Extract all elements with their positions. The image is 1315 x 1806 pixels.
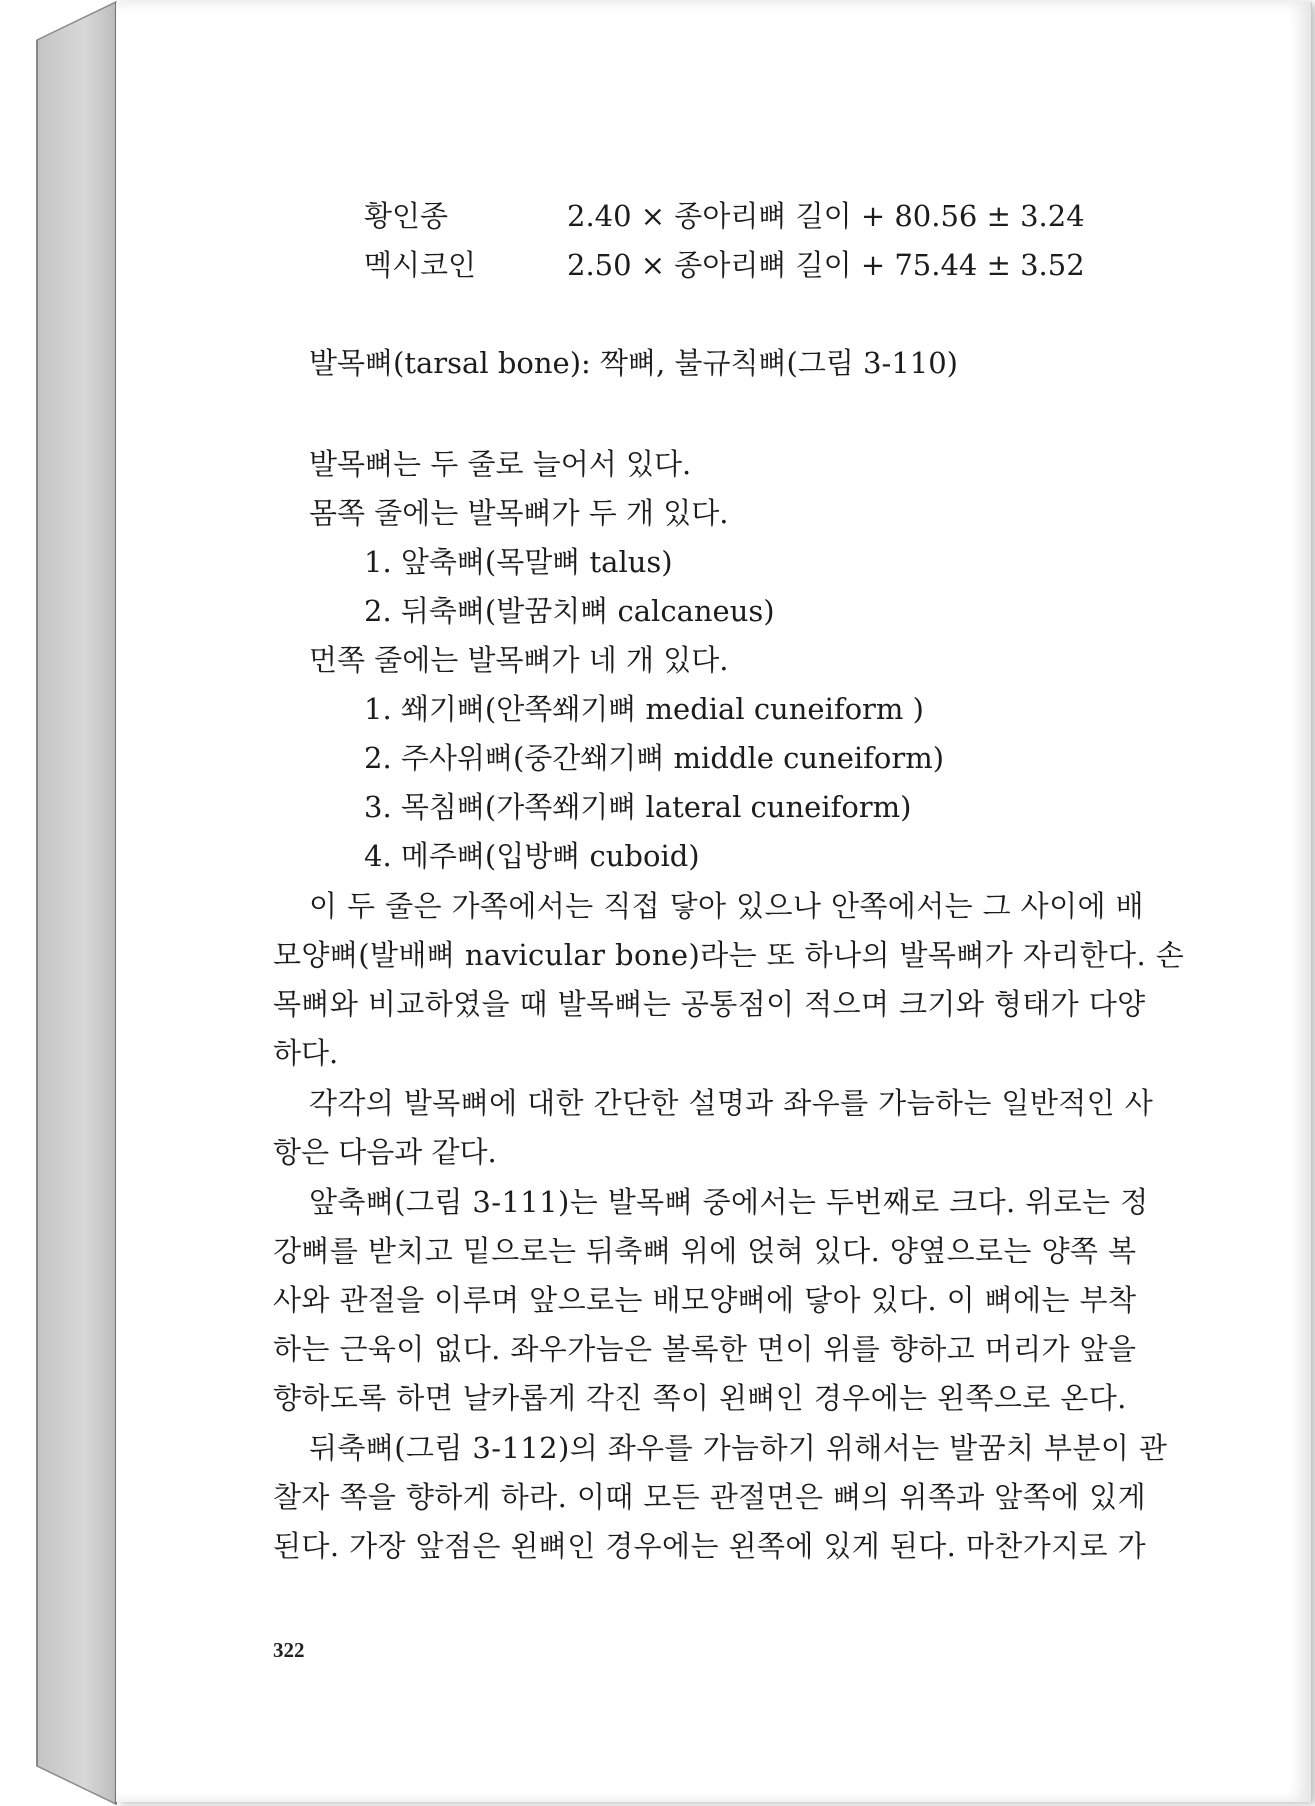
paragraph-line: 된다. 가장 앞점은 왼뼈인 경우에는 왼쪽에 있게 된다. 마찬가지로 가 [273, 1529, 1146, 1563]
list-item: 1. 앞축뼈(목말뼈 talus) [364, 545, 673, 579]
paragraph-line: 하는 근육이 없다. 좌우가늠은 볼록한 면이 위를 향하고 머리가 앞을 [273, 1332, 1137, 1366]
paragraph-line: 찰자 쪽을 향하게 하라. 이때 모든 관절면은 뼈의 위쪽과 앞쪽에 있게 [273, 1480, 1146, 1514]
list-item: 2. 뒤축뼈(발꿈치뼈 calcaneus) [364, 594, 775, 628]
paragraph-line: 모양뼈(발배뼈 navicular bone)라는 또 하나의 발목뼈가 자리한다. 손 [273, 938, 1185, 972]
paragraph-line: 목뼈와 비교하였을 때 발목뼈는 공통점이 적으며 크기와 형태가 다양 [273, 987, 1146, 1021]
book-page [116, 2, 1312, 1802]
paragraph-line: 강뼈를 받치고 밑으로는 뒤축뼈 위에 얹혀 있다. 양옆으로는 양쪽 복 [273, 1234, 1137, 1268]
list-item: 1. 쐐기뼈(안쪽쐐기뼈 medial cuneiform ) [364, 692, 924, 726]
paragraph-line: 앞축뼈(그림 3-111)는 발목뼈 중에서는 두번째로 크다. 위로는 정 [309, 1185, 1149, 1219]
section-heading: 발목뼈(tarsal bone): 짝뼈, 불규칙뼈(그림 3-110) [309, 346, 958, 380]
body-line: 먼쪽 줄에는 발목뼈가 네 개 있다. [309, 643, 729, 677]
formula-expression: 2.40 × 종아리뼈 길이 + 80.56 ± 3.24 [567, 199, 1085, 233]
list-item: 4. 메주뼈(입방뼈 cuboid) [364, 839, 700, 873]
paragraph-line: 각각의 발목뼈에 대한 간단한 설명과 좌우를 가늠하는 일반적인 사 [309, 1086, 1154, 1120]
body-line: 발목뼈는 두 줄로 늘어서 있다. [309, 447, 692, 481]
page-number: 322 [273, 1638, 305, 1662]
paragraph-line: 향하도록 하면 날카롭게 각진 쪽이 왼뼈인 경우에는 왼쪽으로 온다. [273, 1381, 1127, 1415]
paragraph-line: 뒤축뼈(그림 3-112)의 좌우를 가늠하기 위해서는 발꿈치 부분이 관 [309, 1431, 1168, 1465]
list-item: 2. 주사위뼈(중간쐐기뼈 middle cuneiform) [364, 741, 945, 775]
formula-expression: 2.50 × 종아리뼈 길이 + 75.44 ± 3.52 [567, 248, 1085, 282]
paragraph-line: 사와 관절을 이루며 앞으로는 배모양뼈에 닿아 있다. 이 뼈에는 부착 [273, 1283, 1137, 1317]
paragraph-line: 이 두 줄은 가쪽에서는 직접 닿아 있으나 안쪽에서는 그 사이에 배 [309, 889, 1144, 923]
body-line: 몸쪽 줄에는 발목뼈가 두 개 있다. [309, 496, 729, 530]
paragraph-line: 하다. [273, 1036, 339, 1070]
population-label: 황인종 [364, 199, 449, 233]
population-label: 멕시코인 [364, 248, 477, 282]
paragraph-line: 항은 다음과 같다. [273, 1135, 497, 1169]
list-item: 3. 목침뼈(가쪽쐐기뼈 lateral cuneiform) [364, 790, 912, 824]
